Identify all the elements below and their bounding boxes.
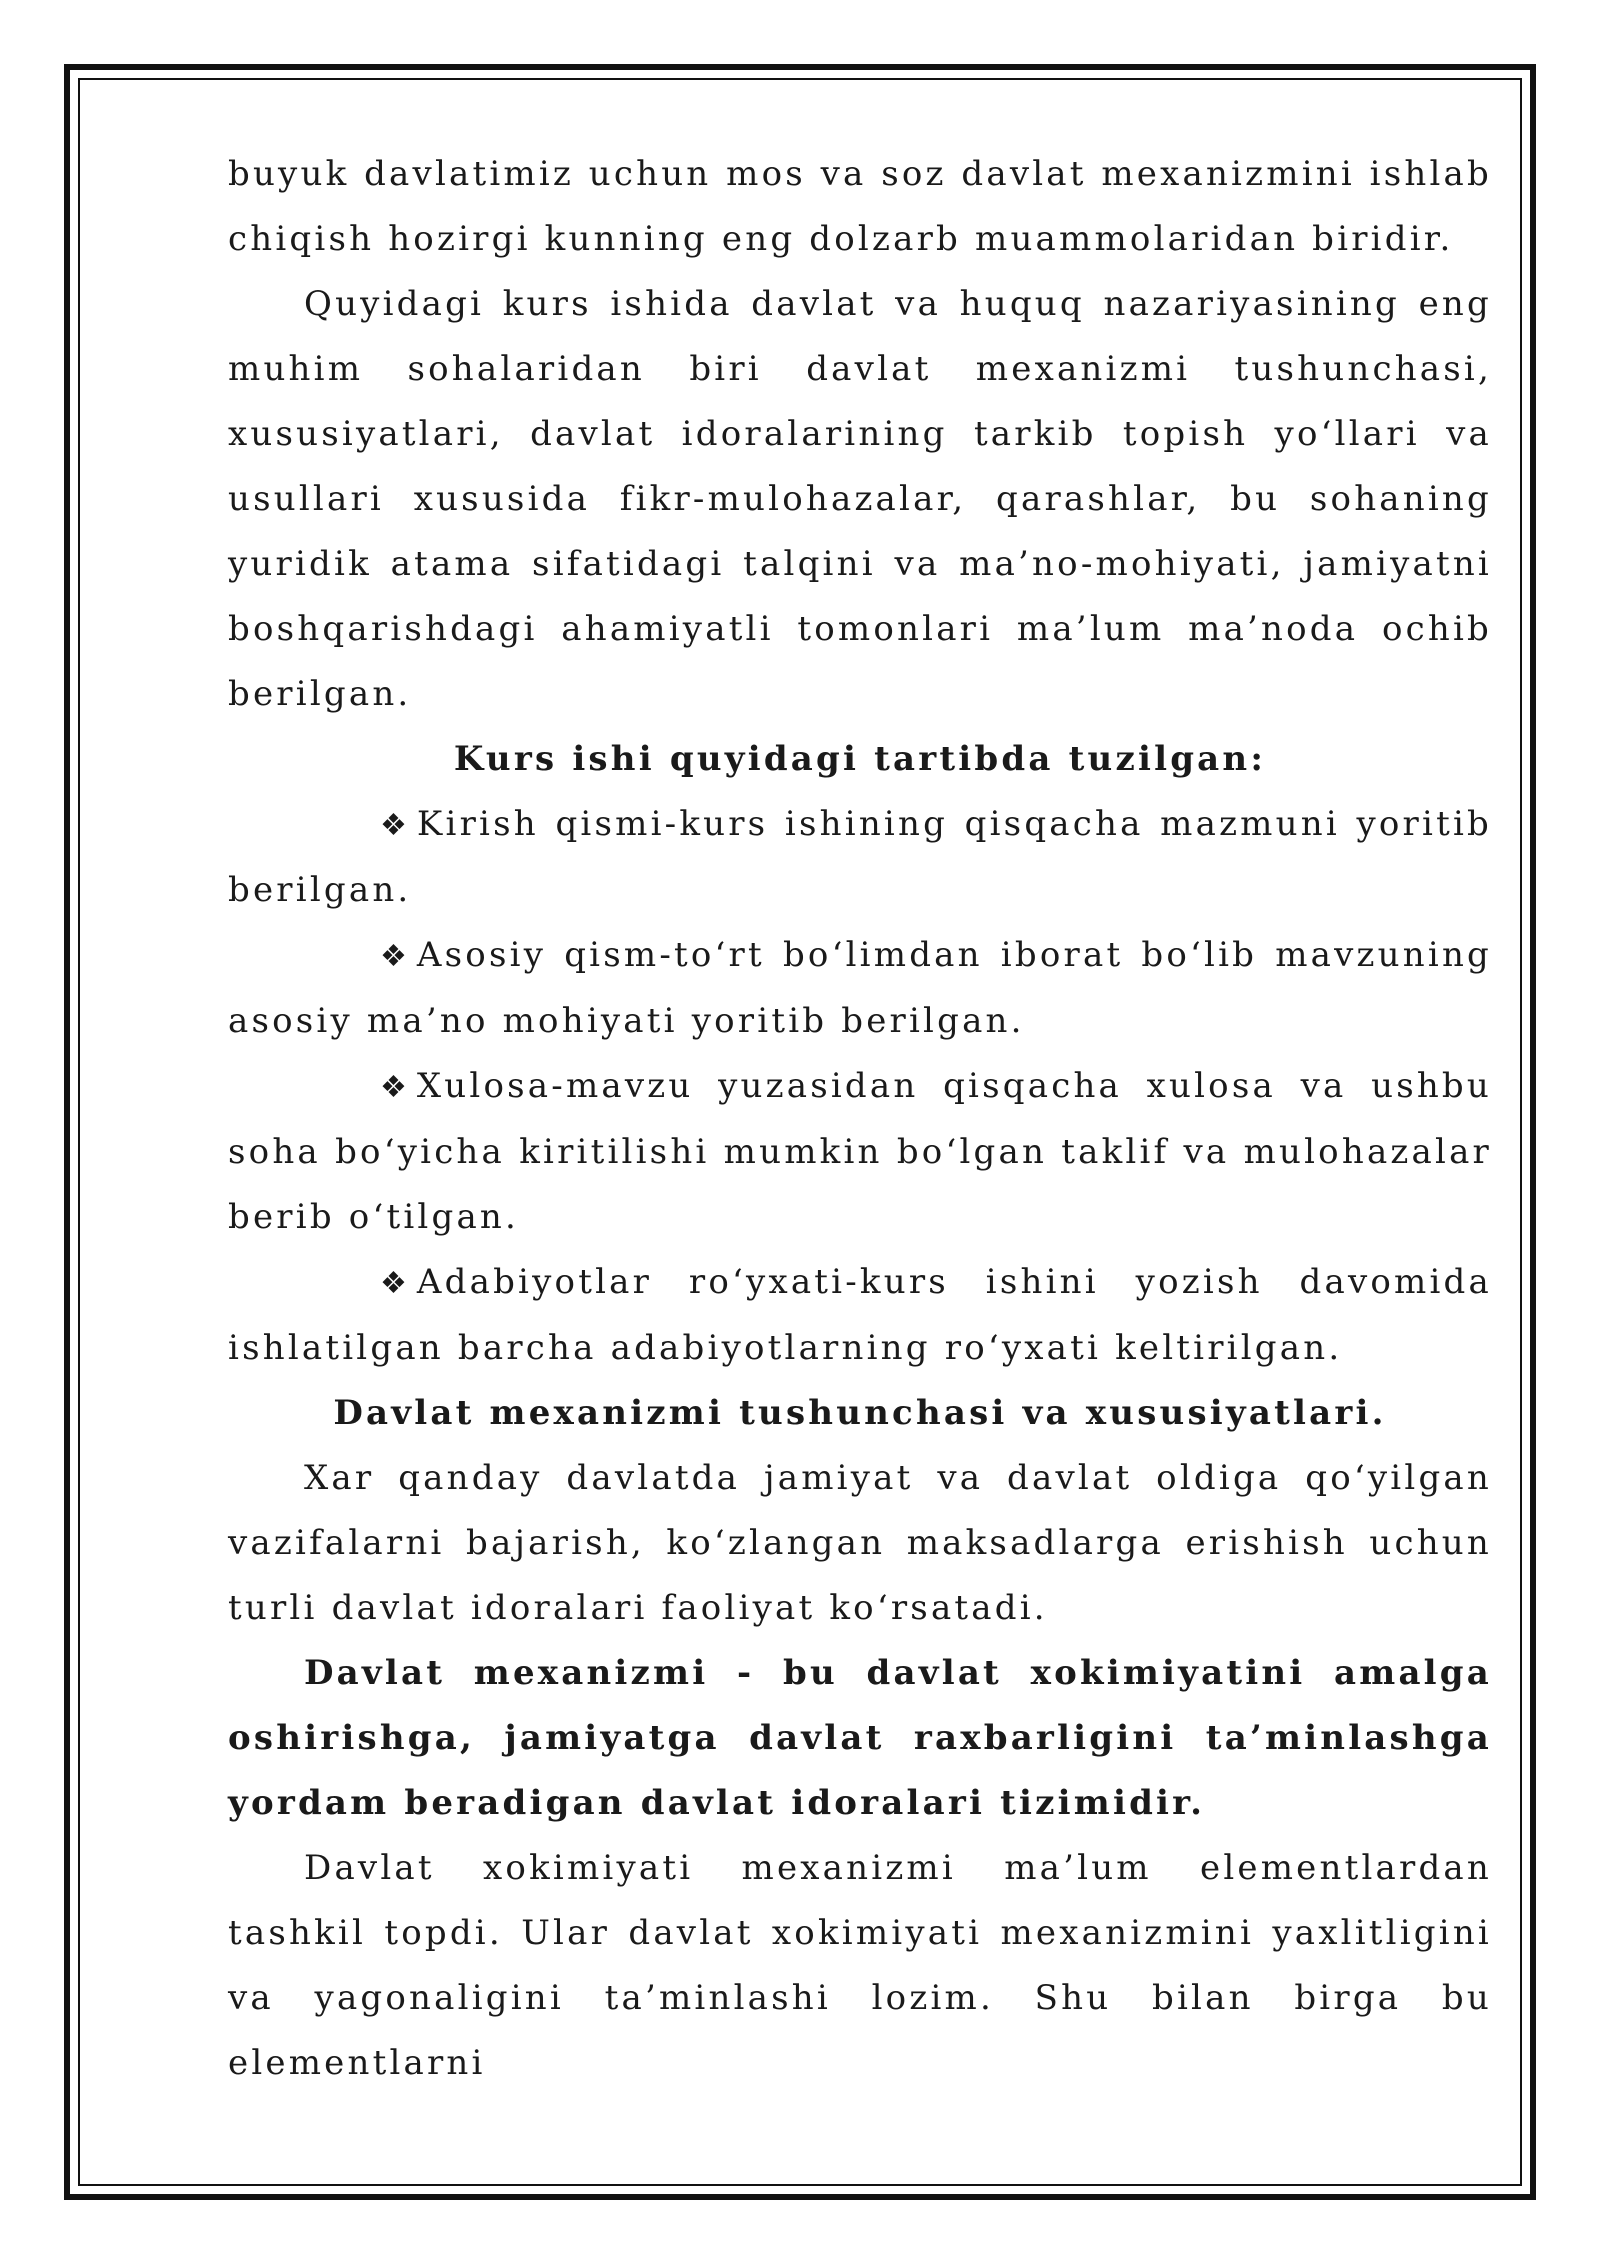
- list-item-text: Kirish qismi-kurs ishining qisqacha mazmuni yoritib berilgan.: [228, 804, 1492, 910]
- list-item-text: Xulosa-mavzu yuzasidan qisqacha xulosa va ushbu soha bo‘yicha kiritilishi mumkin bo‘lgan taklif va mulohazalar berib o‘tilgan.: [228, 1066, 1492, 1237]
- paragraph-course-overview: Quyidagi kurs ishida davlat va huquq nazariyasining eng muhim sohalaridan biri davlat mexanizmi tushunchasi, xususiyatlari, davlat idoralarining tarkib topish yo‘llari va usullari xususida fikr-mulohazalar, qarashlar, bu sohaning yuridik atama sifatidagi talqini va ma’no-mohiyati, jamiyatni boshqarishdagi ahamiyatli tomonlari ma’lum ma’noda ochib berilgan.: [228, 284, 1492, 714]
- list-item-text: Asosiy qism-to‘rt bo‘limdan iborat bo‘lib mavzuning asosiy ma’no mohiyati yoritib berilgan.: [228, 935, 1492, 1041]
- paragraph-intro-continuation: buyuk davlatimiz uchun mos va soz davlat mexanizmini ishlab chiqish hozirgi kunning eng dolzarb muammolaridan biridir.: [228, 154, 1492, 259]
- diamond-bullet-icon: ❖: [380, 939, 407, 974]
- paragraph-state-bodies: Xar qanday davlatda jamiyat va davlat oldiga qo‘yilgan vazifalarni bajarish, ko‘zlangan maksadlarga erishish uchun turli davlat idoralari faoliyat ko‘rsatadi.: [228, 1458, 1492, 1628]
- list-item-text: Adabiyotlar ro‘yxati-kurs ishini yozish davomida ishlatilgan barcha adabiyotlarning ro‘yxati keltirilgan.: [228, 1262, 1492, 1368]
- heading-state-mechanism: Davlat mexanizmi tushunchasi va xususiyatlari.: [333, 1393, 1387, 1433]
- list-item-main-part: [228, 923, 1492, 1054]
- diamond-bullet-icon: ❖: [380, 1266, 407, 1301]
- paragraph-mechanism-elements: Davlat xokimiyati mexanizmi ma’lum elementlardan tashkil topdi. Ular davlat xokimiyati mexanizmini yaxlitligini va yagonaligini ta’minlashi lozim. Shu bilan birga bu elementlarni: [228, 1848, 1492, 2083]
- document-body: [228, 142, 1492, 2096]
- heading-course-structure: Kurs ishi quyidagi tartibda tuzilgan:: [453, 739, 1267, 779]
- diamond-bullet-icon: ❖: [380, 808, 407, 843]
- diamond-bullet-icon: ❖: [380, 1070, 407, 1105]
- paragraph-definition: Davlat mexanizmi - bu davlat xokimiyatini amalga oshirishga, jamiyatga davlat raxbarligini ta’minlashga yordam beradigan davlat idoralari tizimidir.: [228, 1653, 1492, 1823]
- list-item-introduction: [228, 792, 1492, 923]
- list-item-conclusion: [228, 1054, 1492, 1250]
- list-item-bibliography: [228, 1250, 1492, 1381]
